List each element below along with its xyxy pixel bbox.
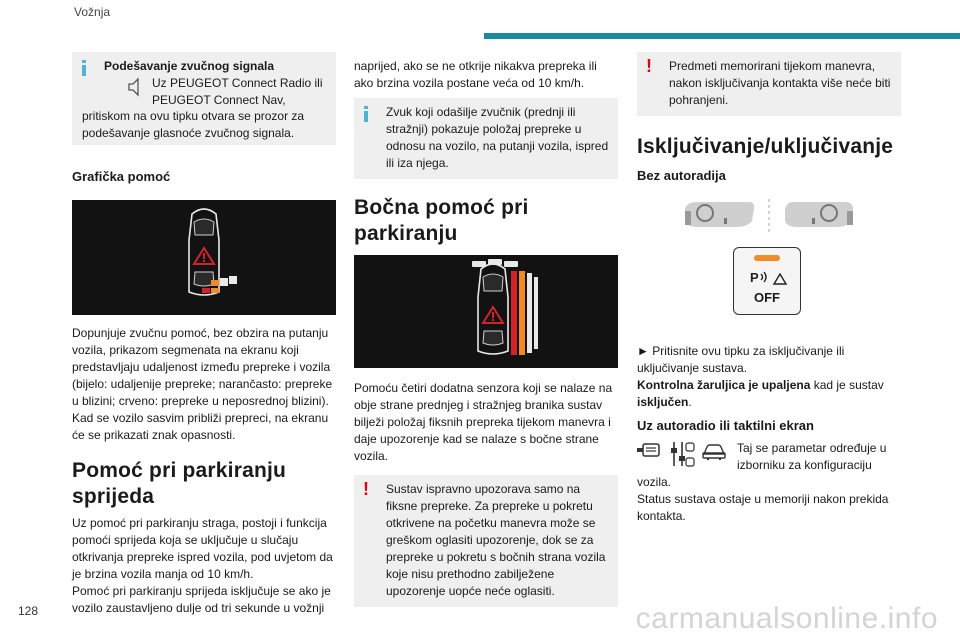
front-heading-line1: Pomoć pri parkiranju — [72, 459, 287, 482]
continued-text: naprijed, ako se ne otkrije nikakva prepreka ili ako brzina vozila postane veća od 10 km/h. — [354, 59, 597, 90]
page-header: Vožnja — [74, 5, 111, 19]
park-assist-off-button[interactable] — [733, 247, 801, 315]
lamp-bold2: isključen — [637, 395, 689, 409]
lamp-status-text — [637, 377, 901, 411]
status-memory-text: Status sustava ostaje u memoriji nakon prekida kontakta. — [637, 492, 889, 523]
sound-signal-info-box — [72, 52, 336, 145]
param-text-1: Taj se parametar određuje u — [737, 441, 887, 455]
speaker-info-text: Zvuk koji odašilje zvučnik (prednji ili stražnji) pokazuje položaj prepreke u odnosu na vozilo, na putanji vozila, ispred ili iza njega. — [386, 105, 609, 170]
no-radio-heading: Bez autoradija — [637, 168, 726, 183]
park-sensor-icon — [748, 268, 788, 290]
vehicle-icon — [701, 440, 727, 462]
warning-icon: ! — [646, 56, 652, 76]
graphic-assist-illustration — [72, 200, 336, 315]
page-number: 128 — [18, 604, 39, 618]
watermark: carmanualsonline.info — [635, 602, 938, 635]
side-warning-text: Sustav ispravno upozorava samo na fiksne prepreke. Za prepreke u pokretu otkrivene na početku manevra može se greškom oglasiti upozorenje, dok se za prepreke u pokretu s bočnih strana vozila koje nisu prethodno zabilježene upozorenje uopće neće oglasiti. — [386, 482, 606, 598]
info-icon — [82, 60, 86, 76]
lamp-bold: Kontrolna žaruljica je upaljena — [637, 378, 811, 392]
graphic-assist-heading: Grafička pomoć — [72, 169, 171, 184]
param-text-3: vozila. — [637, 475, 672, 489]
side-assist-warning-box — [354, 475, 618, 607]
front-assist-text-2: Pomoć pri parkiranju sprijeda isključuje se ako je vozilo zaustavljeno dulje od tri sekunde u vožnji — [72, 584, 331, 615]
menu-icon — [637, 440, 663, 462]
memory-warning-text: Predmeti memorirani tijekom manevra, nakon isključivanja kontakta više neće biti pohranjeni. — [669, 59, 891, 107]
with-radio-heading: Uz autoradio ili taktilni ekran — [637, 418, 814, 433]
sound-box-line1: Uz PEUGEOT Connect Radio ili — [152, 76, 323, 90]
dashboard-icon — [637, 197, 901, 237]
off-label: OFF — [754, 290, 780, 305]
lamp-end: . — [688, 395, 692, 409]
side-assist-heading: Bočna pomoć pri parkiranju — [354, 196, 529, 245]
front-assist-heading — [72, 458, 336, 510]
side-assist-text: Pomoću četiri dodatna senzora koji se nalaze na obje strane prednjeg i stražnjeg branika sustav bilježi položaj fiksnih prepreka tijekom manevra i daje upozorenje kad se nalaze s bočne strane vozila. — [354, 381, 613, 463]
speaker-icon — [124, 75, 146, 97]
sound-box-rest: pritiskom na ovu tipku otvara se prozor za podešavanje glasnoće zvučnog signala. — [82, 109, 305, 140]
side-assist-illustration — [354, 255, 618, 368]
column-left — [72, 52, 336, 617]
info-icon — [364, 106, 368, 122]
menu-icons — [637, 440, 727, 468]
speaker-info-box — [354, 98, 618, 179]
config-menu-row — [637, 440, 901, 474]
settings-sliders-icon — [669, 440, 695, 468]
graphic-assist-text: Dopunjuje zvučnu pomoć, bez obzira na putanju vozila, prikazom segmenata na ekranu koji predstavljaju udaljenost između prepreke i vozila (bijelo: udaljenije prepreke; narančasto: prepreke u blizini; crveno: prepreke u neposrednoj blizini). Kad se vozilo sasvim približi prepreci, na ekranu će se prikazati znak opasnosti. — [72, 326, 333, 442]
press-button-text: ► Pritisnite ovu tipku za isključivanje ili uključivanje sustava. — [637, 344, 845, 375]
param-text-2: izborniku za konfiguraciju — [737, 458, 872, 472]
sound-box-title: Podešavanje zvučnog signala — [104, 59, 275, 73]
warning-icon: ! — [363, 479, 369, 499]
column-right — [637, 52, 901, 525]
front-heading-line2: sprijeda — [72, 485, 155, 508]
dashboard-illustration — [637, 197, 901, 317]
on-off-heading: Isključivanje/uključivanje — [637, 135, 894, 158]
memory-warning-box — [637, 52, 901, 116]
param-text-block — [737, 440, 886, 474]
lamp-rest: kad je sustav — [810, 378, 884, 392]
svg-text:P: P — [750, 270, 759, 285]
front-assist-text: Uz pomoć pri parkiranju straga, postoji i funkcija pomoći sprijeda koja se uključuje u slučaju otkrivanja prepreke ispred vozila, pod uvjetom da je brzina vozila manja od 10 km/h. — [72, 516, 333, 581]
indicator-lamp — [754, 255, 780, 261]
sound-box-line2: PEUGEOT Connect Nav, — [152, 93, 286, 107]
column-middle — [354, 52, 618, 607]
header-accent-bar — [484, 33, 960, 39]
